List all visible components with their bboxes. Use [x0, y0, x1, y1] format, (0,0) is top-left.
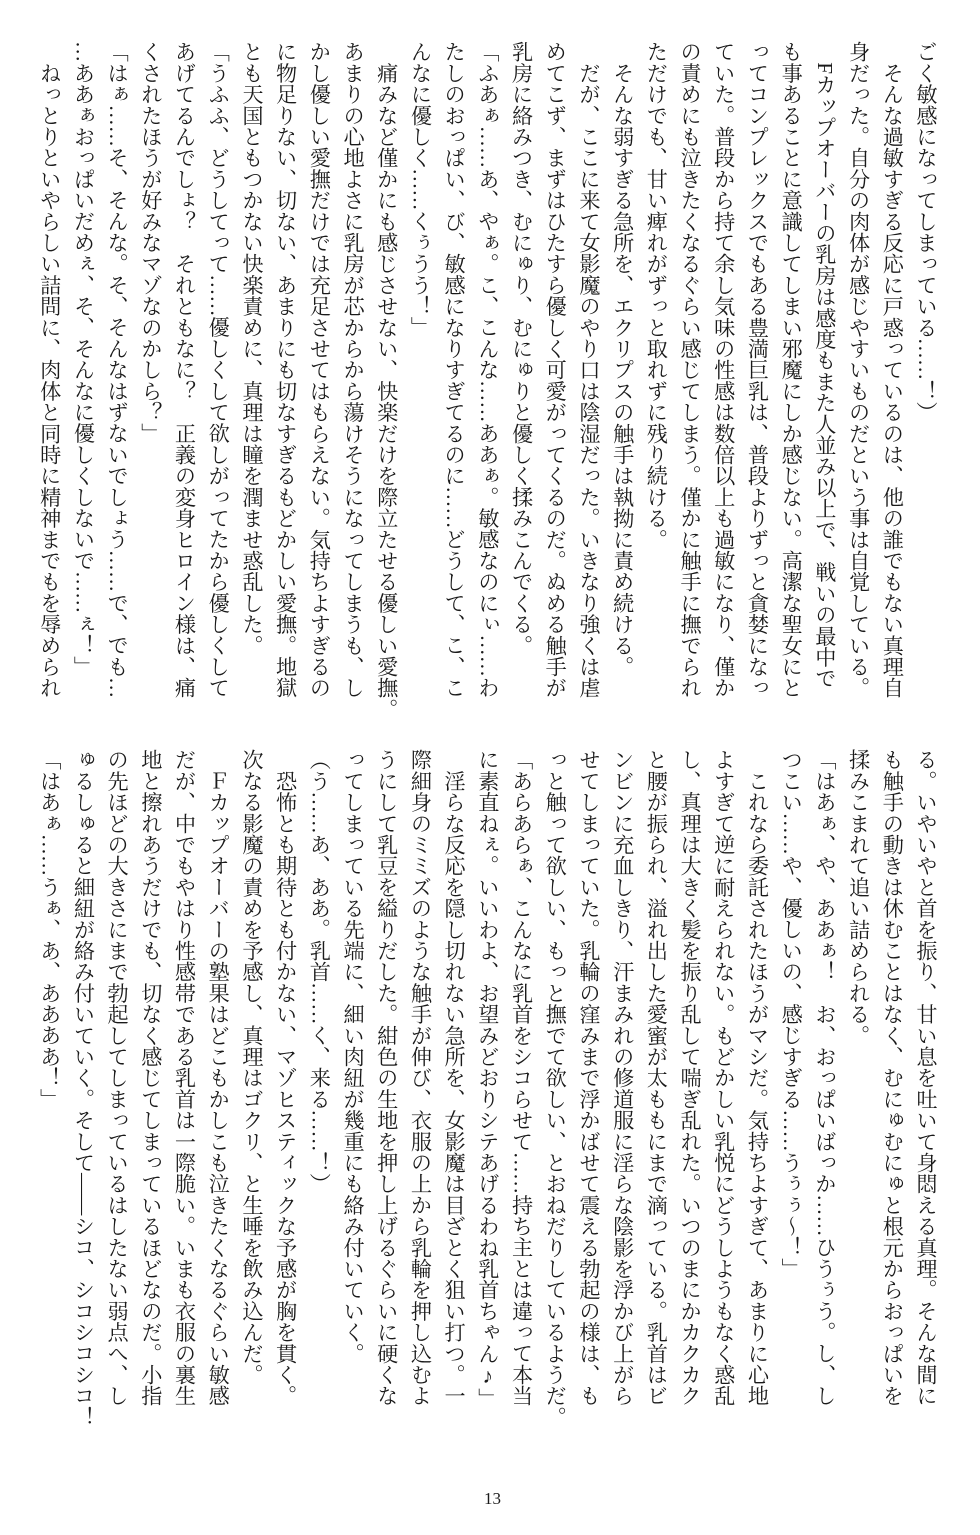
text-column: そんな過敏すぎる反応に戸惑っているのは、他の誰でもない真理自 — [880, 41, 905, 699]
page-number: 13 — [484, 1489, 501, 1508]
text-column: 「はあぁ、や、ああぁ！ お、おっぱいばっか……ひうぅう。し、し — [812, 749, 837, 1407]
text-column: Fカップオーバーの乳房は感度もまた人並み以上で、戦いの最中で — [812, 41, 837, 689]
text-column: ゅるしゅると細紐が絡み付いていく。そして――シコ、シコシコシコ！ — [71, 749, 96, 1428]
text-column: ってしまっている先端に、細い肉紐が幾重にも絡み付いていく。 — [341, 749, 366, 1364]
text-column: せてしまっていた。乳輪の窪みまで浮かばせて震える勃起の様は、も — [576, 749, 601, 1407]
text-column: かし優しい愛撫だけでは充足させてはもらえない。気持ちよすぎるの — [307, 41, 332, 699]
text-column: ていた。普段から持て余し気味の性感は数倍以上も過敏になり、僅か — [711, 41, 736, 699]
text-column: と腰が振られ、溢れ出した愛蜜が太ももにまで滴っている。乳首はビ — [644, 749, 669, 1407]
text-column: これなら委託されたほうがマシだ。気持ちよすぎて、あまりに心地 — [745, 749, 770, 1407]
text-column: に物足りない、切ない、あまりにも切なすぎるもどかしい愛撫。地獄 — [273, 41, 298, 699]
text-column: 乳房に絡みつき、むにゅり、むにゅりと優しく揉みこんでくる。 — [509, 41, 534, 656]
text-column: る。いやいやと首を振り、甘い息を吐いて身悶える真理。そんな間に — [914, 749, 938, 1407]
text-column: だが、ここに来て女影魔のやり口は陰湿だった。いきなり強くは虐 — [576, 41, 601, 699]
text-column: 地と擦れあうだけでも、切なく感じてしまっているほどなのだ。小指 — [138, 749, 163, 1407]
text-column: ただけでも、甘い痺れがずっと取れずに残り続ける。 — [644, 41, 669, 550]
text-column: そんな弱すぎる急所を、エクリプスの触手は執拗に責め続ける。 — [610, 41, 635, 677]
text-column: ンビンに充血しきり、汗まみれの修道服に淫らな陰影を浮かび上がら — [610, 749, 635, 1407]
text-column: ってコンプレックスでもある豊満巨乳は、普段よりずっと貪婪になっ — [745, 41, 770, 699]
text-column: も触手の動きは休むことはなく、むにゅむにゅと根元からおっぱいを — [880, 749, 905, 1407]
text-column: ねっとりといやらしい詰問に、肉体と同時に精神までもを辱められ — [37, 41, 62, 699]
text-column: （う……あ、ああ。乳首……く、来る……！） — [307, 749, 332, 1195]
text-column: 「うふふ、どうしてって……優しくして欲しがってたから優しくして — [206, 41, 231, 699]
text-column: くされたほうが好みなマゾなのかしら？」 — [138, 41, 163, 444]
text-column: …ああぁおっぱいだめぇ、そ、そんなに優しくしないで……ぇ！」 — [71, 41, 96, 677]
text-block-upper — [32, 41, 942, 720]
text-column: Ｆカップオーバーの塾果はどこもかしこも泣きたくなるぐらい敏感 — [206, 749, 231, 1407]
text-column: 痛みなど僅かにも感じさせない、快楽だけを際立たせる優しい愛撫。 — [374, 41, 399, 720]
text-column: 「ふあぁ……あ、やぁ。こ、こんな……ああぁ。敏感なのにぃ……わ — [475, 41, 500, 699]
text-column: たしのおっぱい、び、敏感になりすぎてるのに……どうして、こ、こ — [442, 41, 467, 699]
text-column: 揉みこまれて追い詰められる。 — [846, 749, 871, 1046]
text-column: の先ほどの大きさにまで勃起してしまっているはしたない弱点へ、し — [105, 749, 130, 1407]
text-column: に素直ねぇ。いいわよ、お望みどおりシテあげるわね乳首ちゃん♪」 — [475, 749, 500, 1409]
text-column: つこい……や、優しいの、感じすぎる……うぅぅ〜！」 — [779, 749, 804, 1279]
text-column: 次なる影魔の責めを予感し、真理はゴクリ、と生唾を飲み込んだ。 — [239, 749, 264, 1385]
text-column: よすぎて逆に耐えられない。もどかしい乳悦にどうしようもなく惑乱 — [711, 749, 736, 1407]
text-column: うにして乳豆を縊りだした。紺色の生地を押し上げるぐらいに硬くな — [374, 749, 399, 1407]
text-column: あげてるんでしょ？ それともなに？ 正義の変身ヒロイン様は、痛 — [172, 41, 197, 699]
text-column: とも天国ともつかない快楽責めに、真理は瞳を潤ませ惑乱した。 — [239, 41, 264, 656]
text-column: 「はぁ……そ、そんな。そ、そんなはずないでしょう……で、でも… — [105, 41, 130, 699]
text-column: の責めにも泣きたくなるぐらい感じてしまう。僅かに触手に撫でられ — [678, 41, 703, 699]
text-column: ごく敏感になってしまっている……！） — [914, 41, 938, 423]
text-column: 恐怖とも期待とも付かない、マゾヒスティックな予感が胸を貫く。 — [273, 749, 298, 1407]
text-column: 「あらあらぁ、こんなに乳首をシコらせて……持ち主とは違って本当 — [509, 749, 534, 1407]
text-column: も事あることに意識してしまい邪魔にしか感じない。高潔な聖女にと — [779, 41, 804, 699]
text-block-lower — [32, 749, 942, 1428]
text-column: めてこず、まずはひたすら優しく可愛がってくるのだ。ぬめる触手が — [543, 41, 568, 699]
text-column: っと触って欲しい、もっと撫でて欲しい、とおねだりしているようだ。 — [543, 749, 568, 1428]
text-column: あまりの心地よさに乳房が芯からから蕩けそうになってしまうも、し — [341, 41, 366, 699]
text-column: 淫らな反応を隠し切れない急所を、女影魔は目ざとく狙い打つ。一 — [442, 749, 467, 1407]
text-column: 「はあぁ……うぁ、あ、ああああ！」 — [37, 749, 62, 1110]
text-column: んなに優しく……くぅうう！」 — [408, 41, 433, 338]
text-column: だが、中でもやはり性感帯である乳首は一際脆い。いまも衣服の裏生 — [172, 749, 197, 1407]
text-column: し、真理は大きく髪を振り乱して喘ぎ乱れた。いつのまにかカクカク — [678, 749, 703, 1407]
text-column: 際細身のミミズのような触手が伸び、衣服の上から乳輪を押し込むよ — [408, 749, 433, 1407]
text-column: 身だった。自分の肉体が感じやすいものだという事は自覚している。 — [846, 41, 871, 699]
